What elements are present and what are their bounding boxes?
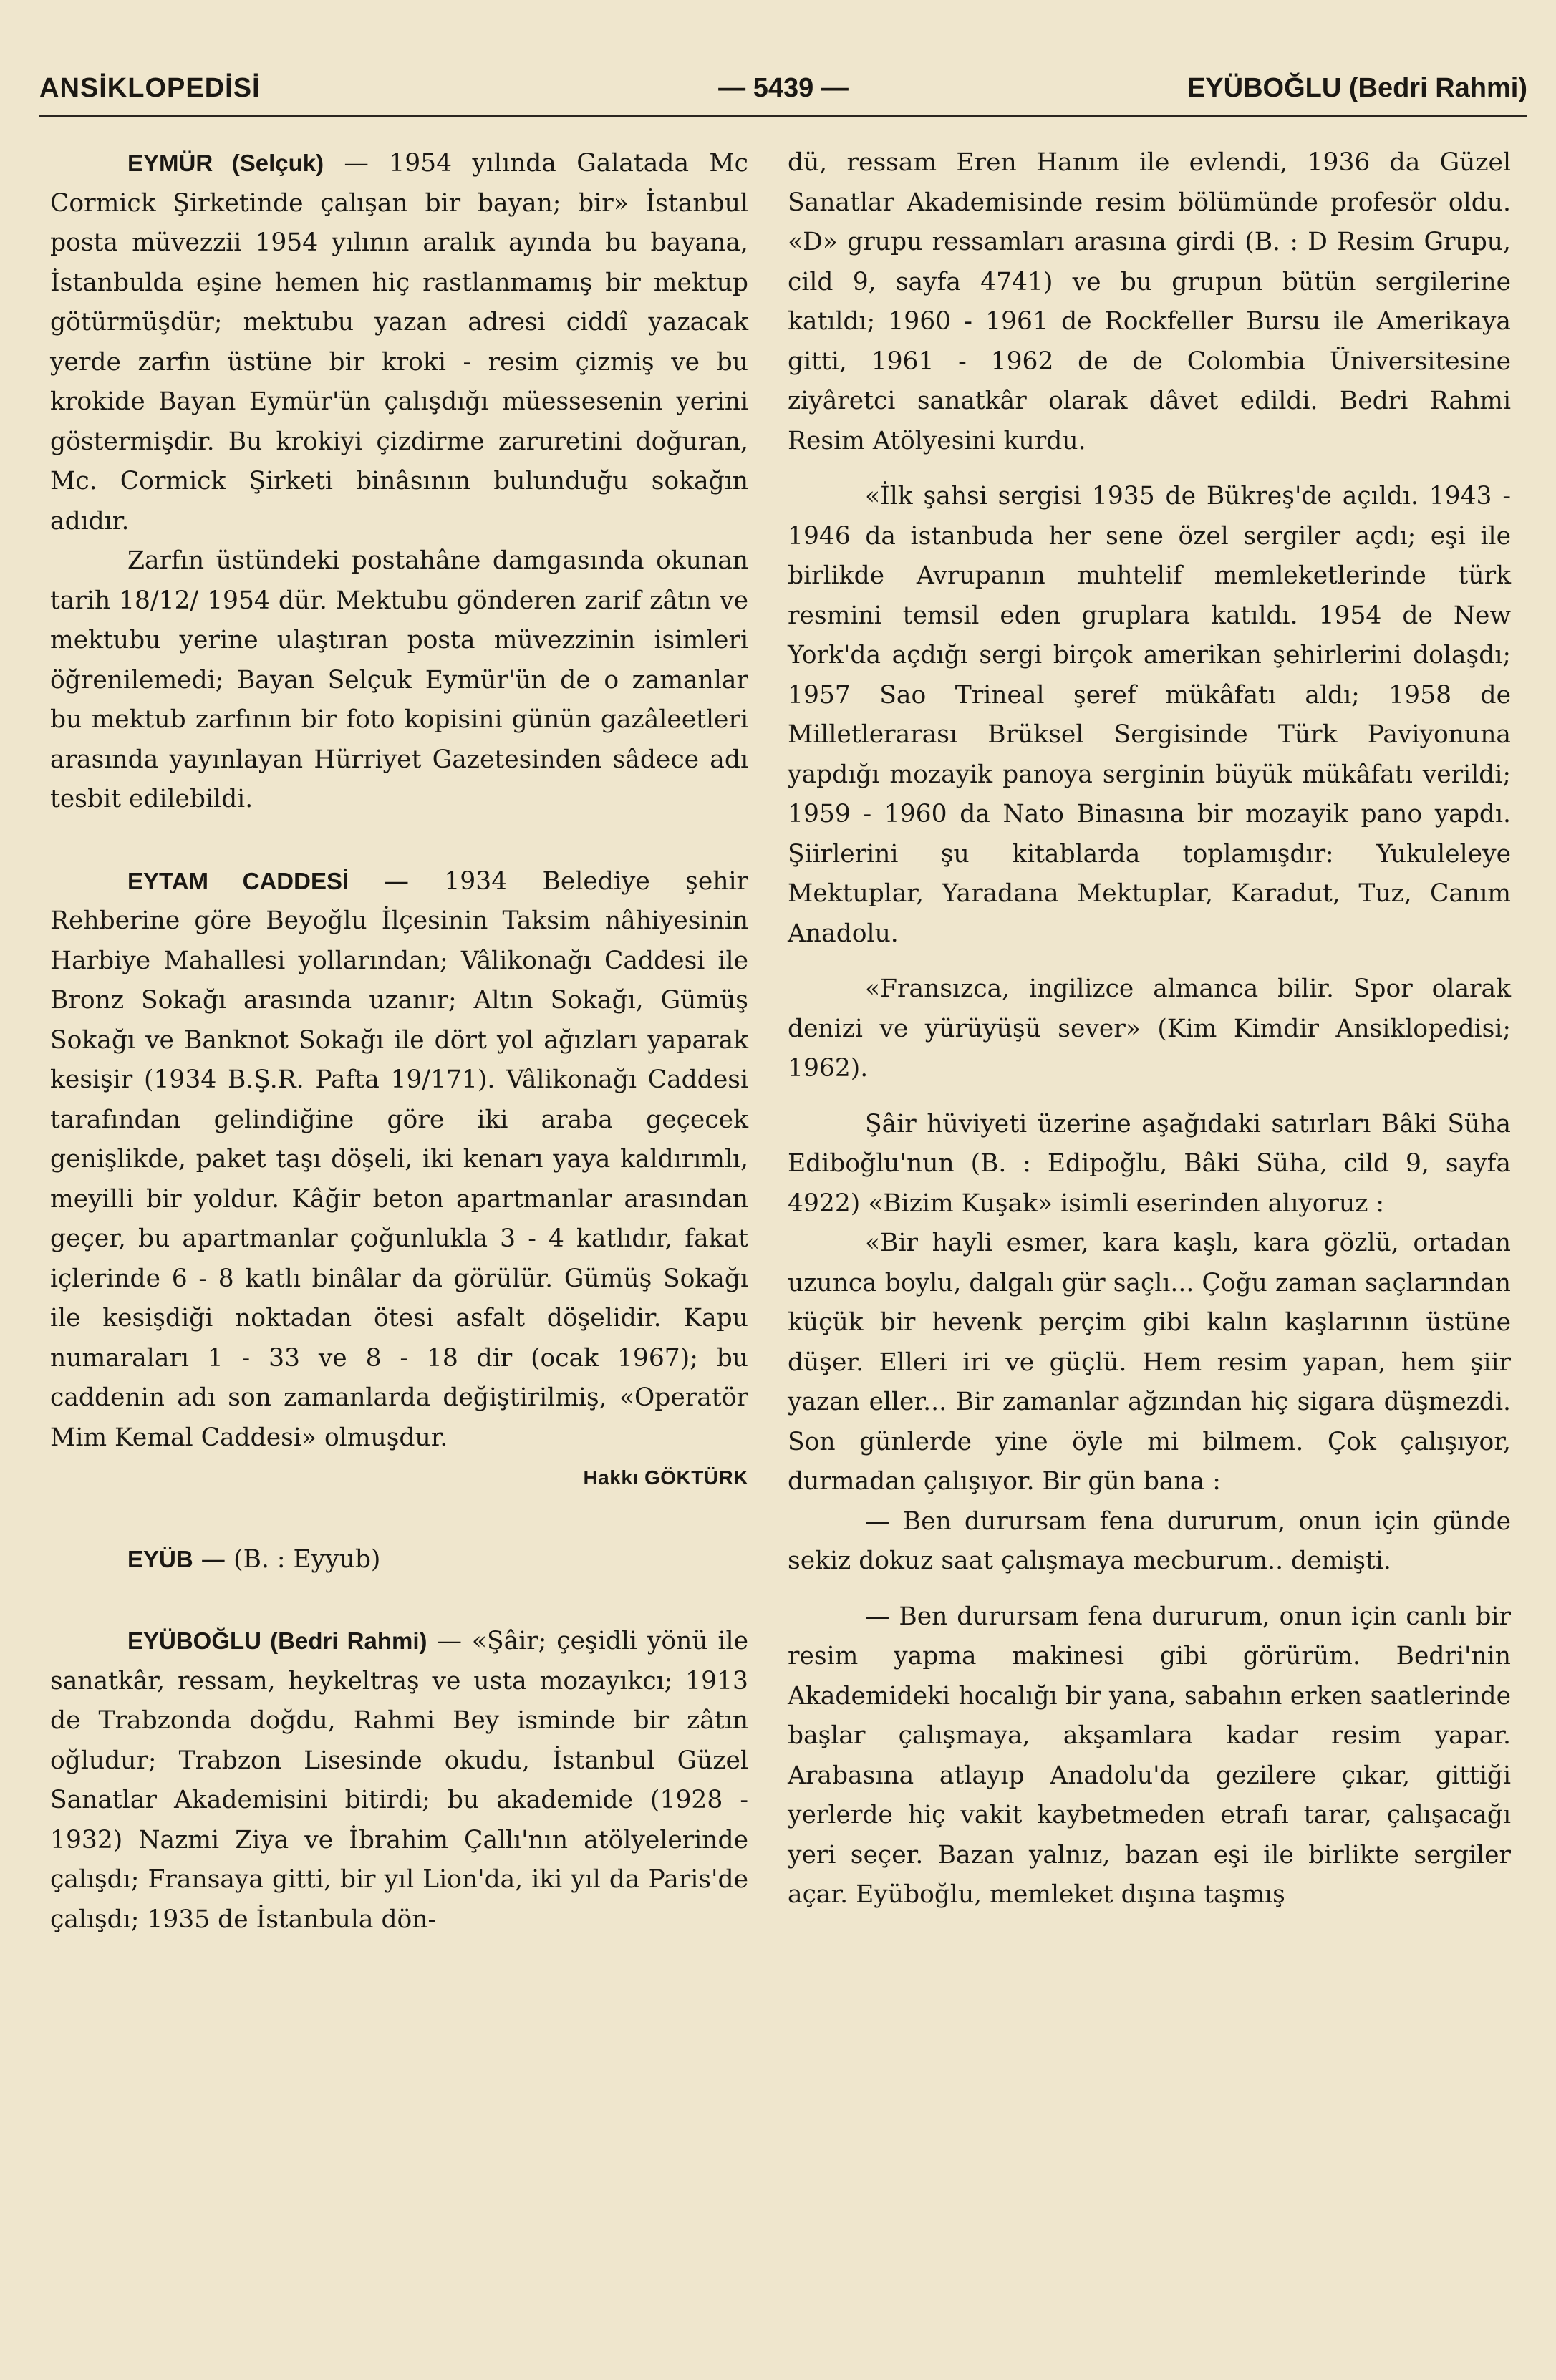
entry-text: — «Şâir; çeşidli yönü ile sanatkâr, ressam, heykeltraş ve usta mozayıkcı; 1913 de Trabzonda doğdu, Rahmi Bey isminde bir zâtın oğludur; Trabzon Lisesinde okudu, İstanbul Güzel Sanatlar Akademisini bitirdi; bu akademide (1928 - 1932) Nazmi Ziya ve İbrahim Çallı'nın atölyelerinde çalışdı; Fransaya gitti, bir yıl Lion'da, iki yıl da Paris'de çalışdı; 1935 de İstanbula dön- (50, 1627, 748, 1934)
entry-term: EYÜB (127, 1545, 193, 1572)
paragraph-3: «Fransızca, ingilizce almanca bilir. Spor olarak denizi ve yürüyüşü sever» (Kim Kimdir Ansiklopedisi; 1962). (788, 974, 1511, 1083)
header-right: EYÜBOĞLU (Bedri Rahmi) (1187, 73, 1527, 103)
entry-term: EYÜBOĞLU (Bedri Rahmi) (127, 1627, 427, 1654)
entry-eymur (50, 143, 748, 820)
entry-text: — 1934 Belediye şehir Rehberine göre Beyoğlu İlçesinin Taksim nâhiyesinin Harbiye Mahallesi yollarından; Vâlikonağı Caddesi ile Bronz Sokağı arasında uzanır; Altın Sokağı, Gümüş Sokağı ve Banknot Sokağı ile dört yol ağızları yaparak kesişir (1934 B.Ş.R. Pafta 19/171). Vâlikonağı Caddesi tarafından gelindiğine göre iki araba geçecek genişlikde, paket taşı döşeli, iki kenarı yaya kaldırımlı, meyilli bir yoldur. Kâğir beton apartmanlar arasından geçer, bu apartmanlar çoğunlukla 3 - 4 katlıdır, fakat içlerinde 6 - 8 katlı binâlar da görülür. Gümüş Sokağı ile kesişdiği noktadan ötesi asfalt döşelidir. Kapu numaraları 1 - 33 ve 8 - 18 dir (ocak 1967); bu caddenin adı son zamanlarda değiştirilmiş, «Operatör Mim Kemal Caddesi» olmuşdur. (50, 866, 748, 1452)
paragraph-6: — Ben durursam fena dururum, onun için günde sekiz dokuz saat çalışmaya mecburum.. demişti. (788, 1506, 1511, 1575)
paragraph-5: «Bir hayli esmer, kara kaşlı, kara gözlü, ortadan uzunca boylu, dalgalı gür saçlı... Çoğu zaman saçlarından küçük bir hevenk perçim gibi kalın kaşlarının üstüne düşer. Elleri iri ve güçlü. Hem resim yapan, hem şiir yazan eller... Bir zamanlar ağzından hiç sigara düşmezdi. Son günlerde yine öyle mi bilmem. Çok çalışıyor, durmadan çalışıyor. Bir gün bana : (788, 1229, 1511, 1496)
right-column (788, 143, 1511, 1915)
paragraph-1: dü, ressam Eren Hanım ile evlendi, 1936 da Güzel Sanatlar Akademisinde resim bölümünde profesör oldu. «D» grupu ressamları arasına girdi (B. : D Resim Grupu, cild 9, sayfa 4741) ve bu grupun bütün sergilerine katıldı; 1960 - 1961 de Rockfeller Bursu ile Amerikaya gitti, 1961 - 1962 de de Colombia Üniversitesine ziyâretci sanatkâr olarak dâvet edildi. Bedri Rahmi Resim Atölyesini kurdu. (788, 148, 1511, 455)
header-rule (39, 115, 1527, 117)
paragraph-7: — Ben durursam fena dururum, onun için canlı bir resim yapma makinesi gibi görürüm. Bedri'nin Akademideki hocalığı bir yana, sabahın erken saatlerinde başlar çalışmaya, akşamlara kadar resim yapar. Arabasına atlayıp Anadolu'da gezilere çıkar, gittiği yerlerde hiç vakit kaybetmeden etrafı tarar, çalışacağı yeri seçer. Bazan yalnız, bazan eşi ile birlikte sergiler açar. Eyüboğlu, memleket dışına taşmış (788, 1602, 1511, 1909)
entry-eyuboglu (50, 1621, 748, 1940)
header-left: ANSİKLOPEDİSİ (39, 73, 261, 103)
page-number: — 5439 — (718, 73, 849, 103)
entry-text: — (B. : Eyyub) (193, 1544, 381, 1574)
entry-eytam-p1 (50, 861, 748, 1459)
entry-eyuboglu-p1 (50, 1621, 748, 1940)
entry-term: EYMÜR (Selçuk) (127, 150, 324, 176)
author-signature: Hakkı GÖKTÜRK (583, 1466, 748, 1489)
entry-text: — 1954 yılında Galatada Mc Cormick Şirketinde çalışan bir bayan; bir» İstanbul posta müvezzii 1954 yılının aralık ayında bu bayana, İstanbulda eşine hemen hiç rastlanmamış bir mektup götürmüşdür; mektubu yazan adresi ciddî yazacak yerde zarfın üstüne bir kroki - resim çizmiş ve bu krokide Bayan Eymür'ün çalışdığı müessesenin yerini göstermişdir. Bu krokiyi çizdirme zaruretini doğuran, Mc. Cormick Şirketi binâsının bulunduğu sokağın adıdır. (50, 149, 749, 536)
entry-eymur-p2: Zarfın üstündeki postahâne damgasında okunan tarih 18/12/ 1954 dür. Mektubu gönderen zarif zâtın ve mektubu yerine ulaştıran posta müvezzinin isimleri öğrenilemedi; Bayan Selçuk Eymür'ün de o zamanlar bu mektub zarfının bir foto kopisini günün gazâleetleri arasında yayınlayan Hürriyet Gazetesinden sâdece adı tesbit edilebildi. (50, 546, 748, 813)
page-header (39, 66, 1527, 116)
paragraph-4: Şâir hüviyeti üzerine aşağıdaki satırları Bâki Süha Ediboğlu'nun (B. : Edipoğlu, Bâki Süha, cild 9, sayfa 4922) «Bizim Kuşak» isimli eserinden alıyoruz : (788, 1109, 1511, 1218)
paragraph-2: «İlk şahsi sergisi 1935 de Bükreş'de açıldı. 1943 - 1946 da istanbuda her sene özel sergiler açdı; eşi ile birlikde Avrupanın muhtelif memleketlerinde türk resmini temsil eden gruplara katıldı. 1954 de New York'da açdığı sergi birçok amerikan şehirlerini dolaşdı; 1957 Sao Trineal şeref mükâfatı aldı; 1958 de Milletlerarası Brüksel Sergisinde Türk Paviyonuna yapdığı mozayik panoya serginin büyük mükâfatı verildi; 1959 - 1960 da Nato Binasına bir mozayik pano yapdı. Şiirlerini şu kitablarda toplamışdır: Yukuleleye Mektuplar, Yaradana Mektuplar, Karadut, Tuz, Canım Anadolu. (788, 482, 1511, 948)
entry-term: EYTAM CADDESİ (127, 867, 349, 894)
entry-eymur-p1 (50, 143, 748, 541)
entry-eyub-p1 (50, 1539, 748, 1580)
left-column (50, 143, 748, 1940)
entry-eytam (50, 861, 748, 1498)
entry-eyub (50, 1539, 748, 1580)
